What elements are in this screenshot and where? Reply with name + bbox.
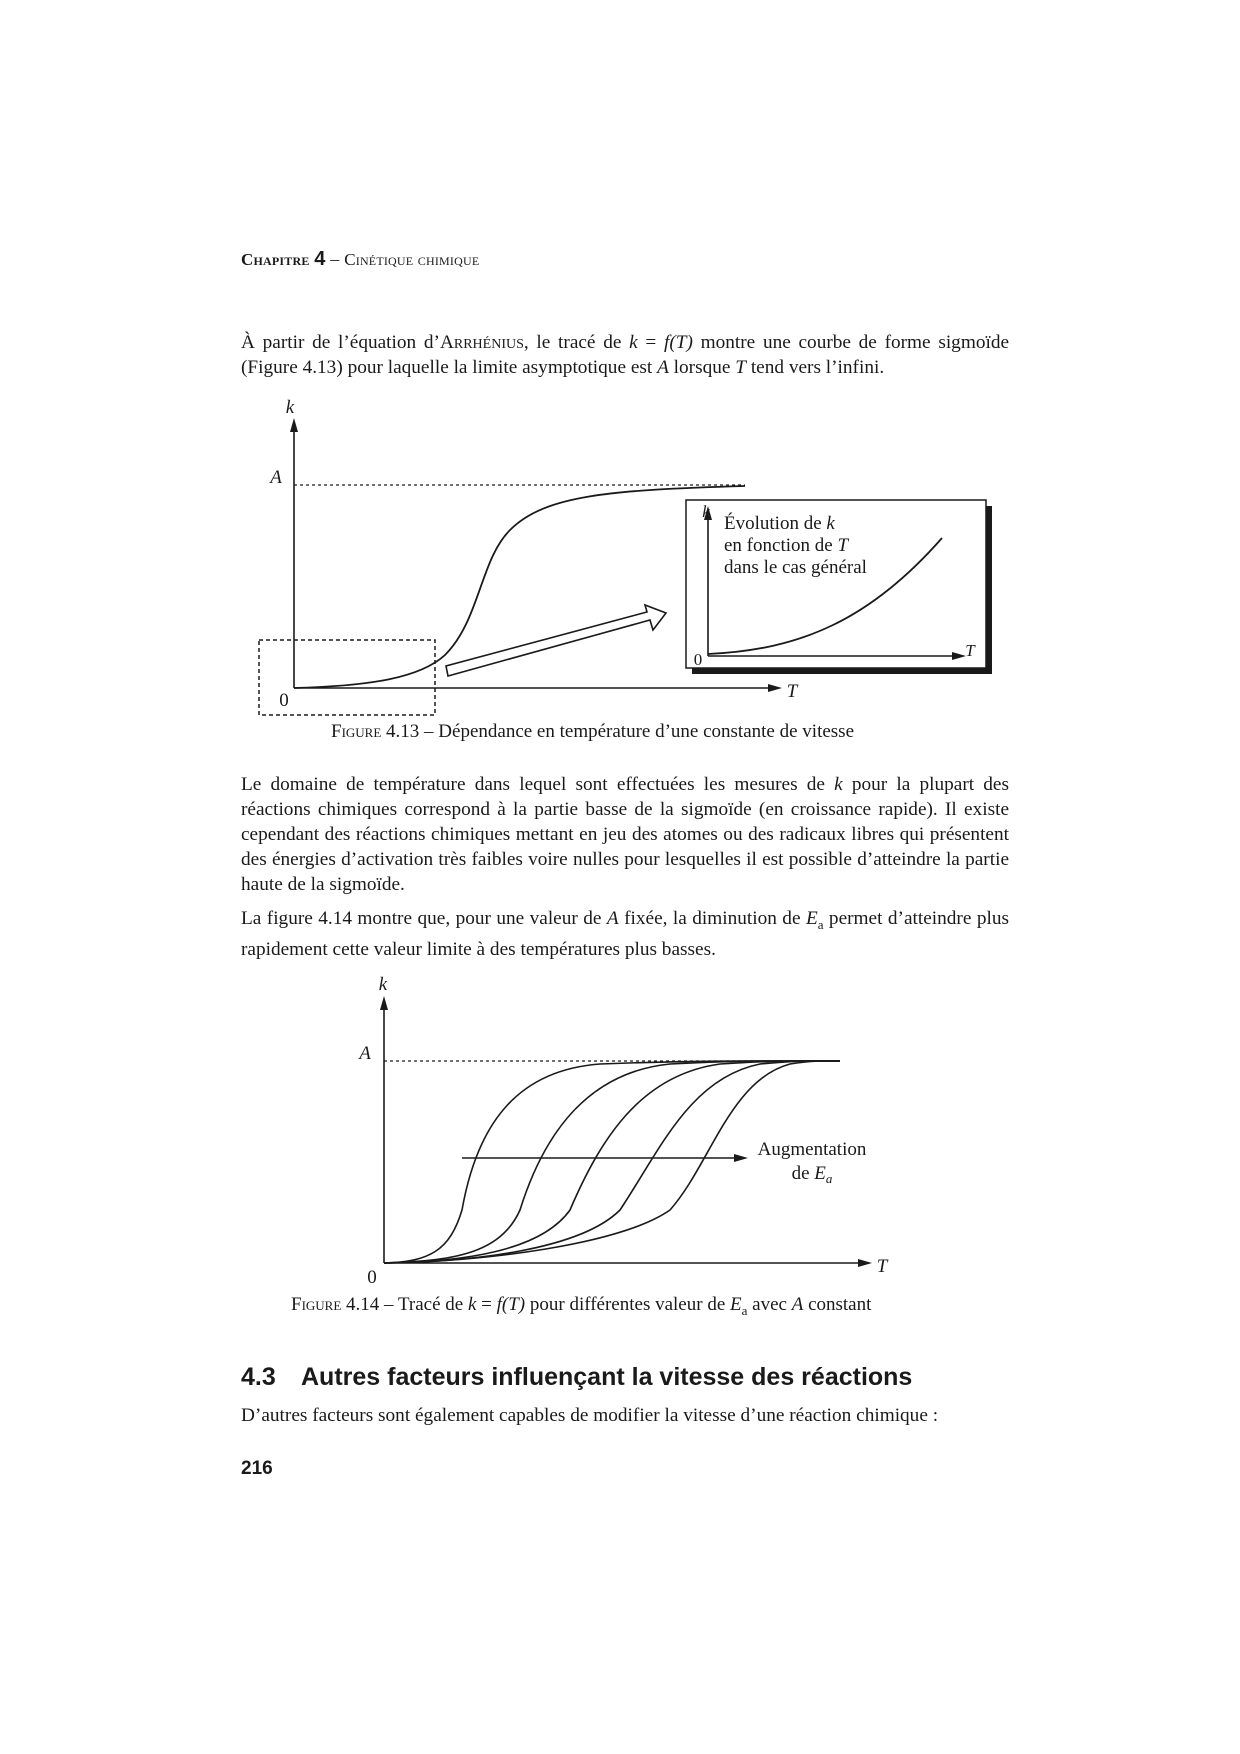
fig14-ea-arrowhead bbox=[734, 1154, 748, 1162]
fig14-curve-1 bbox=[384, 1061, 840, 1263]
fig14-x-arrowhead bbox=[858, 1259, 872, 1267]
header-separator: – bbox=[330, 249, 340, 269]
fig13-x-label: T bbox=[786, 681, 798, 702]
fig13-y-arrowhead bbox=[290, 418, 298, 432]
arrhenius-name: Arrhénius bbox=[439, 332, 524, 353]
paragraph-2: Le domaine de température dans lequel sont effectuées les mesures de k pour la plupart des réactions chimiques correspond à la partie basse de la sigmoïde (en croissance rapide). Il existe cependant des réactions chimiques mettant en jeu des atomes ou des radicaux libres qui présentent des énergies d’activation très faibles voire nulles pour lesquelles il est possible d’atteindre la partie haute de la sigmoïde. bbox=[241, 774, 1009, 895]
fig13-asymptote-label: A bbox=[270, 467, 282, 488]
inset-text-line1: Évolution de k bbox=[724, 513, 835, 534]
fig13-sigmoid-curve bbox=[294, 486, 745, 688]
paragraph-3: La figure 4.14 montre que, pour une valeur de A fixée, la diminution de $E_a$ permet d’atteindre plus rapidement cette valeur limite à des températures plus basses. bbox=[241, 908, 1009, 960]
inset-x-label: T bbox=[965, 641, 975, 660]
chapter-number: 4 bbox=[314, 248, 326, 270]
fig14-annotation-line1: Augmentation bbox=[757, 1139, 867, 1160]
page-number: 216 bbox=[241, 1458, 273, 1479]
inset-y-label: k bbox=[702, 502, 710, 521]
fig13-origin-label: 0 bbox=[279, 690, 289, 711]
fig14-annotation-line2: de $E_a$ bbox=[791, 1163, 833, 1186]
inset-origin-label: 0 bbox=[693, 650, 703, 669]
fig13-x-arrowhead bbox=[768, 684, 782, 692]
fig13-zoom-arrow bbox=[446, 605, 666, 676]
intro-paragraph: À partir de l’équation d’Arrhénius, le tracé de k = f(T) montre une courbe de forme sigmoïde (Figure 4.13) pour laquelle la limite asymptotique est A lorsque T tend vers l’infini. bbox=[241, 332, 1010, 378]
figure-4-13-caption: Figure 4.13 – Dépendance en température d’une constante de vitesse bbox=[331, 721, 854, 742]
chapter-word: Chapitre bbox=[241, 250, 310, 269]
section-title-text: Autres facteurs influençant la vitesse des réactions bbox=[301, 1363, 913, 1391]
fig14-x-label: T bbox=[876, 1256, 888, 1277]
chapter-title: Cinétique chimique bbox=[344, 250, 480, 269]
figure-4-14 bbox=[0, 960, 1240, 1290]
fig14-origin-label: 0 bbox=[367, 1267, 377, 1288]
fig14-y-label: k bbox=[378, 974, 388, 995]
section-number: 4.3 bbox=[241, 1363, 276, 1391]
figure-4-13 bbox=[0, 0, 1240, 760]
inset-text-line3: dans le cas général bbox=[724, 557, 867, 578]
fig14-y-arrowhead bbox=[380, 996, 388, 1010]
fig13-y-label: k bbox=[285, 397, 295, 418]
section-heading bbox=[241, 1363, 912, 1392]
fig14-asymptote-label: A bbox=[359, 1043, 371, 1064]
figure-4-14-caption: Figure 4.14 – Tracé de k = f(T) pour différentes valeur de $E_a$ avec A constant bbox=[291, 1294, 872, 1318]
section-intro: D’autres facteurs sont également capables de modifier la vitesse d’une réaction chimique : bbox=[241, 1405, 939, 1426]
inset-text-line2: en fonction de T bbox=[724, 535, 849, 556]
